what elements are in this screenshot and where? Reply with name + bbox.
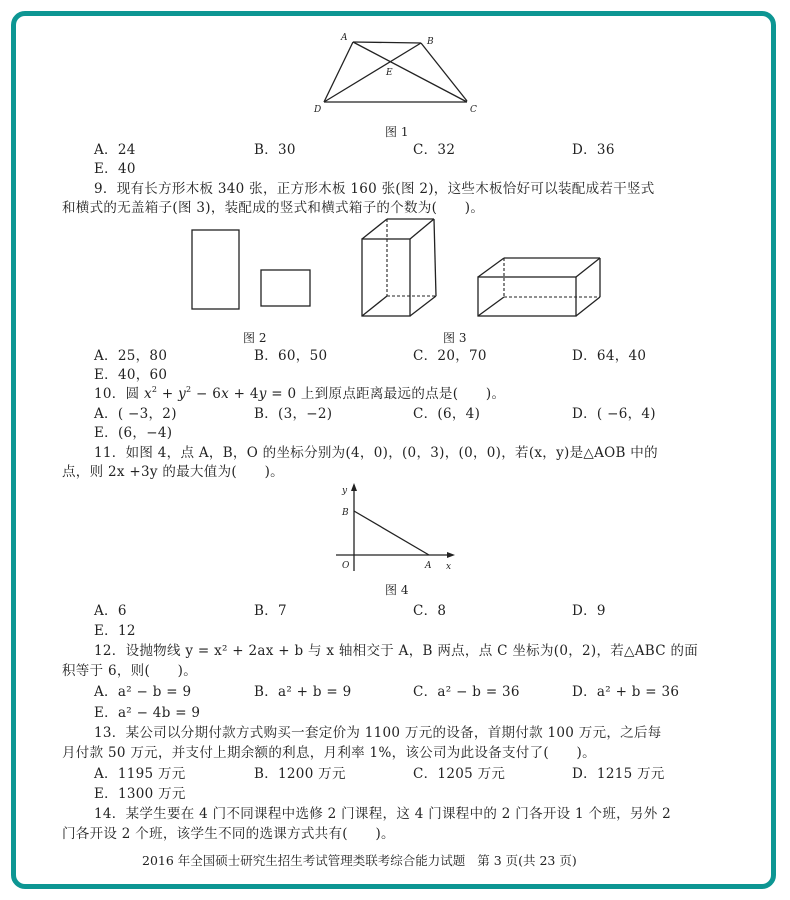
q9-option-d: D．64，40 xyxy=(572,348,647,364)
q10-suffix: 上到原点距离最远的点是( )。 xyxy=(296,386,506,402)
q10-eq-x2: x xyxy=(221,386,230,402)
q13-stem-line2: 月付款 50 万元，并支付上期余额的利息，月利率 1%，该公司为此设备支付了( )。 xyxy=(62,745,596,761)
q10-option-a: A．( −3，2) xyxy=(94,406,177,422)
figure-3-horizontal-box xyxy=(470,240,620,325)
q11-option-c: C．8 xyxy=(413,603,447,619)
label-A: A xyxy=(341,33,348,43)
q14-stem-line2: 门各开设 2 个班，该学生不同的选课方式共有( )。 xyxy=(62,826,395,842)
q11-stem-line2: 点，则 2x +3y 的最大值为( )。 xyxy=(62,464,284,480)
q10-stem xyxy=(94,386,505,402)
q8-option-b: B．30 xyxy=(254,142,296,158)
q12-option-b: B．a² + b = 9 xyxy=(254,684,352,700)
q13-option-e: E．1300 万元 xyxy=(94,786,186,802)
q13-option-a: A．1195 万元 xyxy=(94,766,186,782)
q11-option-b: B．7 xyxy=(254,603,287,619)
q14-stem-line1: 14．某学生要在 4 门不同课程中选修 2 门课程，这 4 门课程中的 2 门各开设 1 个班，另外 2 xyxy=(94,806,672,822)
segment-BA xyxy=(354,511,429,555)
y-axis-arrow xyxy=(351,483,357,491)
q10-eq-plus4: + 4 xyxy=(229,386,259,402)
q12-option-d: D．a² + b = 36 xyxy=(572,684,680,700)
segment-AB xyxy=(353,42,421,43)
figure-3-vertical-box xyxy=(350,212,450,322)
figure-2-caption: 图 2 xyxy=(243,331,267,345)
figure-3-caption: 图 3 xyxy=(443,331,467,345)
q8-option-c: C．32 xyxy=(413,142,456,158)
q13-option-d: D．1215 万元 xyxy=(572,766,665,782)
label-C: C xyxy=(470,105,477,115)
q8-option-e: E．40 xyxy=(94,161,136,177)
x-axis-arrow xyxy=(447,552,455,558)
q13-option-c: C．1205 万元 xyxy=(413,766,506,782)
q10-option-b: B．(3，−2) xyxy=(254,406,333,422)
axis-label-y: y xyxy=(342,486,348,496)
label-E: E xyxy=(386,68,393,78)
q8-option-a: A．24 xyxy=(94,142,136,158)
q10-eq-exp2: 2 xyxy=(186,385,192,394)
q9-option-b: B．60，50 xyxy=(254,348,328,364)
q12-stem-line1: 12．设抛物线 y = x² + 2ax + b 与 x 轴相交于 A，B 两点，点 C 坐标为(0，2)，若△ABC 的面 xyxy=(94,643,699,659)
q11-stem-line1: 11．如图 4，点 A，B，O 的坐标分别为(4，0)，(0，3)，(0，0)，若(x，y)是△AOB 中的 xyxy=(94,445,658,461)
q10-option-d: D．( −6，4) xyxy=(572,406,656,422)
q13-option-b: B．1200 万元 xyxy=(254,766,346,782)
q9-stem-line2: 和横式的无盖箱子(图 3)，装配成的竖式和横式箱子的个数为( )。 xyxy=(62,200,485,216)
footer-page-number: 第 3 页(共 23 页) xyxy=(477,853,577,868)
axis-label-x: x xyxy=(446,562,452,572)
q13-stem-line1: 13．某公司以分期付款方式购买一套定价为 1100 万元的设备，首期付款 100 万元，之后每 xyxy=(94,725,662,741)
footer-title: 2016 年全国硕士研究生招生考试管理类联考综合能力试题 xyxy=(142,853,466,868)
q12-option-a: A．a² − b = 9 xyxy=(94,684,192,700)
square-board xyxy=(261,270,310,306)
label-B: B xyxy=(427,37,434,47)
q10-eq-zero: = 0 xyxy=(266,386,297,402)
figure-1-trapezoid xyxy=(300,20,500,120)
q11-option-a: A．6 xyxy=(94,603,127,619)
page-footer xyxy=(142,851,577,869)
q12-stem-line2: 积等于 6，则( )。 xyxy=(62,663,198,679)
q10-eq-y2: y xyxy=(258,386,267,402)
rectangular-board xyxy=(192,230,239,309)
q8-option-d: D．36 xyxy=(572,142,615,158)
label-D: D xyxy=(314,105,322,115)
q10-option-c: C．(6，4) xyxy=(413,406,481,422)
q10-eq-x: x xyxy=(143,386,152,402)
segment-BC xyxy=(421,43,467,101)
q10-eq-minus6: − 6 xyxy=(191,386,222,402)
q10-prefix: 10．圆 xyxy=(94,386,144,402)
q10-option-e: E．(6，−4) xyxy=(94,425,173,441)
q9-option-e: E．40，60 xyxy=(94,367,168,383)
figure-2-boards xyxy=(170,215,330,325)
figure-4-caption: 图 4 xyxy=(385,583,409,597)
q12-option-c: C．a² − b = 36 xyxy=(413,684,520,700)
q10-eq-exp1: 2 xyxy=(151,385,158,394)
q12-option-e: E．a² − 4b = 9 xyxy=(94,705,201,721)
diagonal-AC xyxy=(353,42,467,102)
q9-option-c: C．20，70 xyxy=(413,348,487,364)
q10-eq-plus: + xyxy=(157,386,179,402)
figure-1-caption: 图 1 xyxy=(385,125,409,139)
q11-option-e: E．12 xyxy=(94,623,136,639)
q9-option-a: A．25，80 xyxy=(94,348,168,364)
point-label-B: B xyxy=(342,508,349,518)
q11-option-d: D．9 xyxy=(572,603,606,619)
q10-eq-y: y xyxy=(178,386,187,402)
point-label-A: A xyxy=(425,561,432,571)
point-label-O: O xyxy=(342,561,350,571)
figure-4-coordinate-plot xyxy=(320,475,470,585)
q9-stem-line1: 9．现有长方形木板 340 张，正方形木板 160 张(图 2)，这些木板恰好可以装配成若干竖式 xyxy=(94,181,655,197)
